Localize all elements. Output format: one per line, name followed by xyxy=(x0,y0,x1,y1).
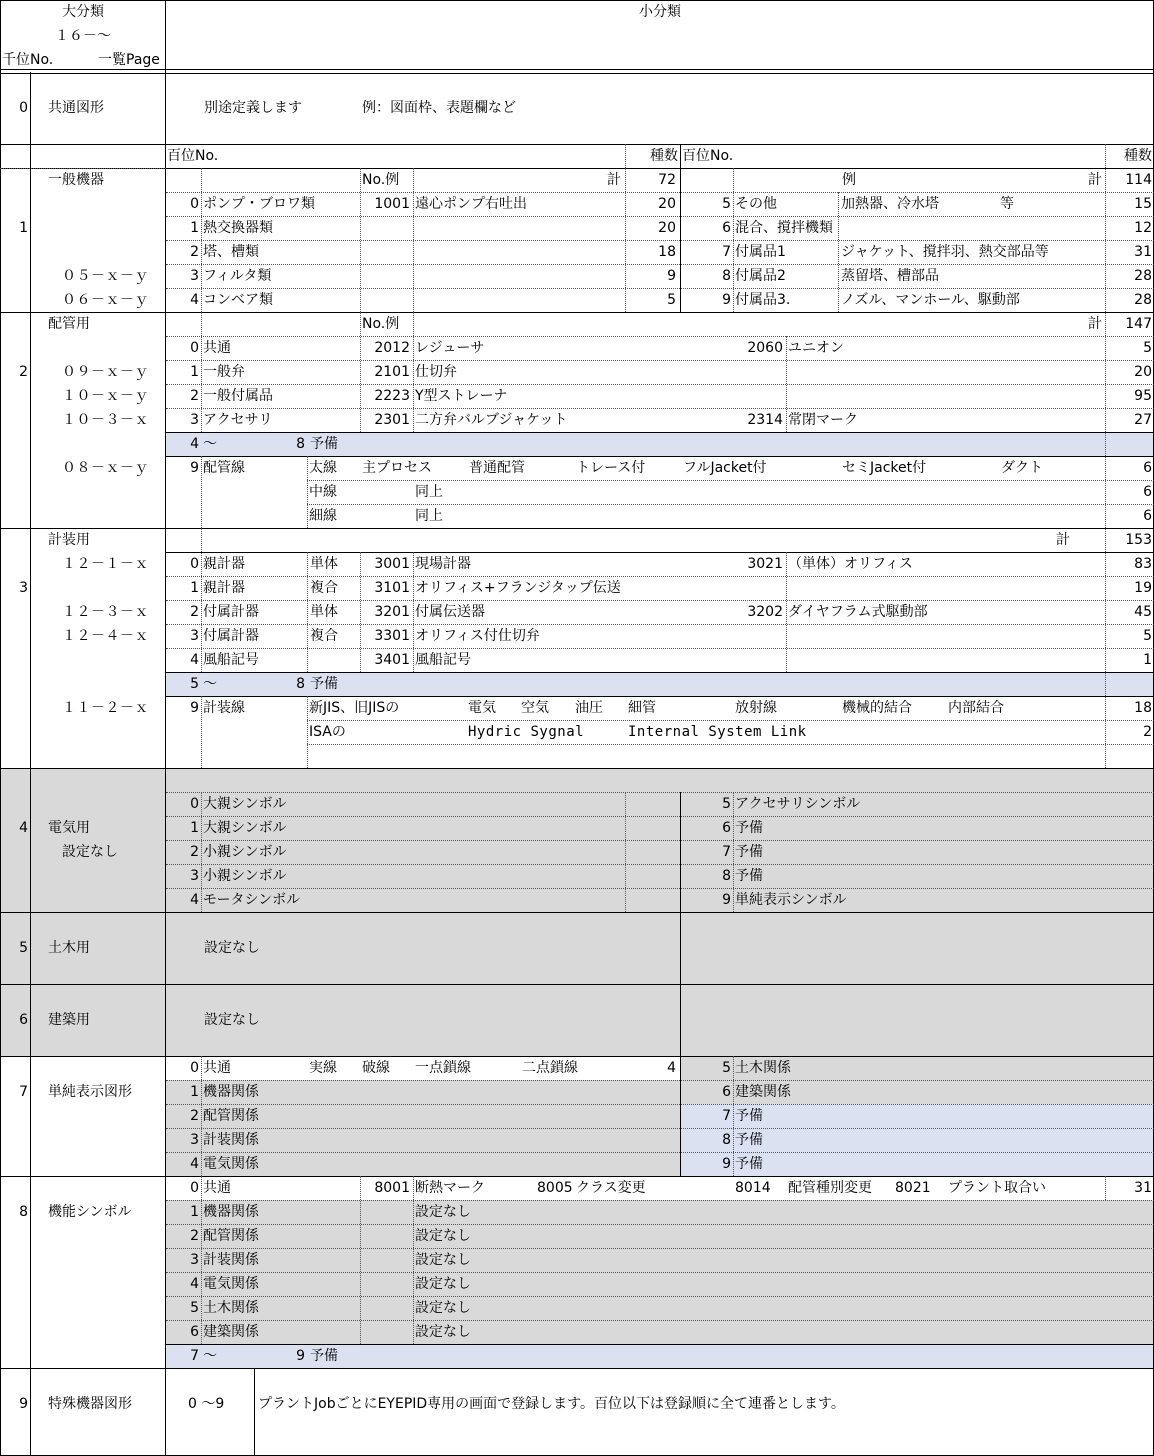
kind-count: 20 xyxy=(658,220,676,236)
example-name: レジューサ xyxy=(415,340,485,356)
example-name: 付属伝送器 xyxy=(415,604,485,620)
category-name: その他 xyxy=(735,196,777,212)
category-name: 大親シンボル xyxy=(203,796,287,812)
category-name: 付属計器 xyxy=(203,628,259,644)
category-name: 配管線 xyxy=(203,460,245,476)
category-name: 予備 xyxy=(735,844,763,860)
category-name: 計装線 xyxy=(203,700,245,716)
line-weight: 中線 xyxy=(309,484,337,500)
kind-count: 28 xyxy=(1134,292,1152,308)
line-type: 破線 xyxy=(362,1060,390,1076)
example-no: 2101 xyxy=(374,364,410,380)
reserve-label: 予備 xyxy=(310,676,338,692)
sec0-name: 共通図形 xyxy=(48,100,104,116)
line-type: トレース付 xyxy=(576,460,646,476)
line-type: 新JIS、旧JISの xyxy=(309,700,400,716)
kind-count: 6 xyxy=(1143,484,1152,500)
digit: 9 xyxy=(722,292,731,308)
category-name: 建築関係 xyxy=(735,1084,791,1100)
example-name: 断熱マーク xyxy=(415,1180,485,1196)
digit: 1 xyxy=(190,820,199,836)
kind-count: 18 xyxy=(1134,700,1152,716)
category-name: 付属計器 xyxy=(203,604,259,620)
sec2-name: 配管用 xyxy=(48,316,90,332)
example-name: 加熱器、冷水塔 xyxy=(841,196,939,212)
line-type: セミJacket付 xyxy=(842,460,927,476)
kind-count: 12 xyxy=(1134,220,1152,236)
digit: 8 xyxy=(722,868,731,884)
digit: 1 xyxy=(190,1204,199,1220)
kind-count: 4 xyxy=(667,1060,676,1076)
line-type: 実線 xyxy=(309,1060,337,1076)
category-name: 親計器 xyxy=(203,580,245,596)
digit: 6 xyxy=(722,820,731,836)
kind-count: 5 xyxy=(667,292,676,308)
digit: 0 xyxy=(190,796,199,812)
digit: 7 xyxy=(722,844,731,860)
category-name: 共通 xyxy=(203,1060,231,1076)
category-name: 電気関係 xyxy=(203,1156,259,1172)
digit: 8 xyxy=(722,268,731,284)
digit: 2 xyxy=(190,388,199,404)
category-name: 付属品1 xyxy=(735,244,786,260)
reserve-to: 9 xyxy=(296,1348,305,1364)
example-no-3: 8014 xyxy=(735,1180,771,1196)
line-type: Internal System Link xyxy=(628,724,807,740)
category-name: 計装関係 xyxy=(203,1132,259,1148)
sec1-page-06: ０６－ｘ－ｙ xyxy=(62,292,149,308)
sec2-no: 2 xyxy=(19,364,28,380)
example-name: オリフィス付仕切弁 xyxy=(415,628,540,644)
reserve-to: 8 xyxy=(296,436,305,452)
example-name-2: クラス変更 xyxy=(576,1180,646,1196)
sec2-page: ０８－ｘ－ｙ xyxy=(62,460,149,476)
sec4-name: 電気用 xyxy=(48,820,90,836)
reserve-from: 4 xyxy=(190,436,199,452)
digit: 3 xyxy=(190,1252,199,1268)
digit: 2 xyxy=(190,244,199,260)
category-name: 機器関係 xyxy=(203,1084,259,1100)
example-no: 2223 xyxy=(374,388,410,404)
digit: 0 xyxy=(190,196,199,212)
example-name-3: 配管種別変更 xyxy=(788,1180,872,1196)
digit: 4 xyxy=(190,892,199,908)
digit: 0 xyxy=(190,1180,199,1196)
example-no-2: 8005 xyxy=(537,1180,573,1196)
digit: 0 xyxy=(190,1060,199,1076)
line-type: 空気 xyxy=(521,700,549,716)
digit: 5 xyxy=(722,796,731,812)
sec3-page: １１－２－ｘ xyxy=(62,700,149,716)
digit: 9 xyxy=(722,1156,731,1172)
example-no-2: 3202 xyxy=(747,604,783,620)
example-name-2: 常閉マーク xyxy=(788,412,858,428)
digit: 4 xyxy=(190,652,199,668)
reserve-sep: ～ xyxy=(203,676,217,692)
category-name: 予備 xyxy=(735,1156,763,1172)
kind-count: 18 xyxy=(658,244,676,260)
example-no: 3001 xyxy=(374,556,410,572)
example-name: 仕切弁 xyxy=(415,364,457,380)
digit: 7 xyxy=(722,244,731,260)
line-type: 主プロセス xyxy=(362,460,432,476)
sec6-name: 建築用 xyxy=(48,1012,90,1028)
sec7-no: 7 xyxy=(19,1084,28,1100)
category-name: 予備 xyxy=(735,1108,763,1124)
category-name: 小親シンボル xyxy=(203,868,287,884)
line-type: 電気 xyxy=(468,700,496,716)
example-no-4: 8021 xyxy=(895,1180,931,1196)
sec2-page: ０９－ｘ－ｙ xyxy=(62,364,149,380)
digit: 5 xyxy=(722,1060,731,1076)
example-name: 蒸留塔、槽部品 xyxy=(841,268,939,284)
kind-count: 45 xyxy=(1134,604,1152,620)
example-no: 3301 xyxy=(374,628,410,644)
example-name: 現場計器 xyxy=(415,556,471,572)
kind-count: 20 xyxy=(1134,364,1152,380)
sec1-name: 一般機器 xyxy=(48,172,104,188)
line-type: 放射線 xyxy=(735,700,777,716)
category-name: フィルタ類 xyxy=(203,268,272,284)
category-name: 電気関係 xyxy=(203,1276,259,1292)
category-name: 風船記号 xyxy=(203,652,259,668)
sec0-note: 別途定義します xyxy=(204,100,302,116)
major-header: 大分類 xyxy=(62,4,104,20)
sec8-no: 8 xyxy=(19,1204,28,1220)
reserve-label: 予備 xyxy=(310,1348,338,1364)
sec9-name: 特殊機器図形 xyxy=(48,1396,132,1412)
digit: 3 xyxy=(190,868,199,884)
digit: 9 xyxy=(722,892,731,908)
digit: 0 xyxy=(190,556,199,572)
line-type: 同上 xyxy=(415,484,443,500)
category-name: 土木関係 xyxy=(203,1300,259,1316)
category-name: 付属品3. xyxy=(735,292,791,308)
hundred-no-header-2: 百位No. xyxy=(682,148,734,164)
kind-count: 20 xyxy=(658,196,676,212)
sec5-note: 設定なし xyxy=(204,940,260,956)
category-name: 一般弁 xyxy=(203,364,245,380)
line-type: 細管 xyxy=(628,700,656,716)
category-name: アクセサリシンボル xyxy=(735,796,861,812)
digit: 1 xyxy=(190,364,199,380)
line-type: 機械的結合 xyxy=(842,700,912,716)
digit: 2 xyxy=(190,844,199,860)
line-weight: 太線 xyxy=(309,460,337,476)
category-name: 予備 xyxy=(735,820,763,836)
example-name: 遠心ポンプ右吐出 xyxy=(415,196,527,212)
kind-count: 95 xyxy=(1134,388,1152,404)
line-type: ISAの xyxy=(309,724,346,740)
category-name: ポンプ・ブロワ類 xyxy=(203,196,315,212)
kind-count: 6 xyxy=(1143,508,1152,524)
category-name: 機器関係 xyxy=(203,1204,259,1220)
category-name: 単純表示シンボル xyxy=(735,892,847,908)
category-name: 塔、槽類 xyxy=(203,244,259,260)
category-name: 大親シンボル xyxy=(203,820,287,836)
sec4-note: 設定なし xyxy=(62,844,118,860)
sec2-page: １０－３－ｘ xyxy=(62,412,149,428)
category-name: コンベア類 xyxy=(203,292,273,308)
digit: 5 xyxy=(722,196,731,212)
digit: 0 xyxy=(190,340,199,356)
not-set-label: 設定なし xyxy=(415,1228,471,1244)
digit: 6 xyxy=(190,1324,199,1340)
kind-count: 6 xyxy=(1143,460,1152,476)
not-set-label: 設定なし xyxy=(415,1252,471,1268)
sec0-example: 例：図面枠、表題欄など xyxy=(362,100,516,116)
reserve-to: 8 xyxy=(296,676,305,692)
sec1-no-example: No.例 xyxy=(362,172,400,188)
sec3-total-label: 計 xyxy=(1056,532,1070,548)
kind-count: 1 xyxy=(1143,652,1152,668)
example-no: 8001 xyxy=(374,1180,410,1196)
digit: 1 xyxy=(190,580,199,596)
sec9-range: 0 ～9 xyxy=(188,1396,225,1412)
line-type: 内部結合 xyxy=(948,700,1004,716)
category-name: 一般付属品 xyxy=(203,388,273,404)
line-type: 二点鎖線 xyxy=(522,1060,578,1076)
line-type: ダクト xyxy=(1001,460,1043,476)
not-set-label: 設定なし xyxy=(415,1324,471,1340)
example-name: ノズル、マンホール、駆動部 xyxy=(841,292,1020,308)
kind-count: 15 xyxy=(1134,196,1152,212)
reserve-label: 予備 xyxy=(310,436,338,452)
category-name: 予備 xyxy=(735,868,763,884)
example-no: 3401 xyxy=(374,652,410,668)
sec6-note: 設定なし xyxy=(204,1012,260,1028)
not-set-label: 設定なし xyxy=(415,1204,471,1220)
example-name-2: ダイヤフラム式駆動部 xyxy=(788,604,928,620)
sec1-page-05: ０５－ｘ－ｙ xyxy=(62,268,149,284)
digit: 2 xyxy=(190,1228,199,1244)
digit: 3 xyxy=(190,412,199,428)
sec2-no-example: No.例 xyxy=(362,316,400,332)
category-name: モータシンボル xyxy=(203,892,301,908)
sec2-total: 147 xyxy=(1125,316,1152,332)
category-name: 配管関係 xyxy=(203,1108,259,1124)
sec3-no: 3 xyxy=(19,580,28,596)
sec4-no: 4 xyxy=(19,820,28,836)
sec1-no: 1 xyxy=(19,220,28,236)
category-name: 土木関係 xyxy=(735,1060,791,1076)
list-page-header: 一覧Page xyxy=(98,52,160,68)
digit: 5 xyxy=(190,1300,199,1316)
example-no: 1001 xyxy=(374,196,410,212)
digit: 2 xyxy=(190,604,199,620)
digit: 4 xyxy=(190,292,199,308)
digit: 9 xyxy=(190,700,199,716)
digit: 1 xyxy=(190,220,199,236)
example-name: 風船記号 xyxy=(415,652,471,668)
line-type: 一点鎖線 xyxy=(415,1060,471,1076)
example-name: ジャケット、撹拌羽、熱交部品等 xyxy=(841,244,1049,260)
digit: 3 xyxy=(190,628,199,644)
digit: 9 xyxy=(190,460,199,476)
major-range: １６－～ xyxy=(55,28,111,44)
line-type: 同上 xyxy=(415,508,443,524)
category-type: 複合 xyxy=(310,580,338,596)
reserve-from: 5 xyxy=(190,676,199,692)
kind-count: 27 xyxy=(1134,412,1152,428)
example-name-2: （単体）オリフィス xyxy=(788,556,913,572)
kind-count: 31 xyxy=(1134,244,1152,260)
minor-header: 小分類 xyxy=(639,4,681,20)
category-name: 小親シンボル xyxy=(203,844,287,860)
sec0-no: 0 xyxy=(19,100,28,116)
example-no: 2012 xyxy=(374,340,410,356)
example-no: 2301 xyxy=(374,412,410,428)
etc-label: 等 xyxy=(1000,196,1014,212)
digit: 6 xyxy=(722,220,731,236)
sec1-total-label-2: 計 xyxy=(1088,172,1102,188)
kind-count: 2 xyxy=(1143,724,1152,740)
sec5-name: 土木用 xyxy=(48,940,90,956)
example-name: 二方弁バルブジャケット xyxy=(415,412,568,428)
category-name: アクセサリ xyxy=(203,412,273,428)
example-no-2: 2060 xyxy=(747,340,783,356)
not-set-label: 設定なし xyxy=(415,1300,471,1316)
line-type: 普通配管 xyxy=(469,460,525,476)
example-name: Y型ストレーナ xyxy=(415,388,508,404)
digit: 3 xyxy=(190,1132,199,1148)
not-set-label: 設定なし xyxy=(415,1276,471,1292)
sec9-note: プラントJobごとにEYEPID専用の画面で登録します。百位以下は登録順に全て連番とします。 xyxy=(258,1396,845,1412)
kind-count: 9 xyxy=(667,268,676,284)
sec9-no: 9 xyxy=(19,1396,28,1412)
kind-count: 83 xyxy=(1134,556,1152,572)
line-type: フルJacket付 xyxy=(683,460,767,476)
reserve-sep: ～ xyxy=(203,436,217,452)
category-name: 親計器 xyxy=(203,556,245,572)
kind-count: 31 xyxy=(1134,1180,1152,1196)
sec3-name: 計装用 xyxy=(48,532,90,548)
thousand-no-header: 千位No. xyxy=(2,52,54,68)
category-name: 混合、撹拌機類 xyxy=(735,220,833,236)
category-name: 予備 xyxy=(735,1132,763,1148)
category-name: 計装関係 xyxy=(203,1252,259,1268)
sec2-total-label: 計 xyxy=(1088,316,1102,332)
sec1-example-label: 例 xyxy=(842,172,856,188)
digit: 6 xyxy=(722,1084,731,1100)
sec5-no: 5 xyxy=(19,940,28,956)
category-name: 付属品2 xyxy=(735,268,786,284)
example-name: オリフィス+フランジタップ伝送 xyxy=(415,580,621,596)
example-name-2: ユニオン xyxy=(788,340,844,356)
sec2-page: １０－ｘ－ｙ xyxy=(62,388,149,404)
sec8-name: 機能シンボル xyxy=(48,1204,132,1220)
reserve-from: 7 xyxy=(190,1348,199,1364)
example-no: 3201 xyxy=(374,604,410,620)
example-name-4: プラント取合い xyxy=(948,1180,1046,1196)
sec3-page: １２－３－ｘ xyxy=(62,604,149,620)
kind-count: 28 xyxy=(1134,268,1152,284)
reserve-sep: ～ xyxy=(203,1348,217,1364)
digit: 2 xyxy=(190,1108,199,1124)
example-no: 3101 xyxy=(374,580,410,596)
kinds-header-1: 種数 xyxy=(650,148,678,164)
digit: 4 xyxy=(190,1156,199,1172)
line-type: Hydric Sygnal xyxy=(468,724,585,740)
example-no-2: 3021 xyxy=(747,556,783,572)
digit: 4 xyxy=(190,1276,199,1292)
hundred-no-header-1: 百位No. xyxy=(167,148,219,164)
category-type: 単体 xyxy=(310,556,338,572)
line-weight: 細線 xyxy=(309,508,337,524)
sec3-page: １２－１－ｘ xyxy=(62,556,149,572)
category-type: 単体 xyxy=(310,604,338,620)
digit: 7 xyxy=(722,1108,731,1124)
example-no-2: 2314 xyxy=(747,412,783,428)
kind-count: 5 xyxy=(1143,628,1152,644)
category-name: 共通 xyxy=(203,340,231,356)
kind-count: 19 xyxy=(1134,580,1152,596)
category-type: 複合 xyxy=(310,628,338,644)
sec1-total-2: 114 xyxy=(1125,172,1152,188)
digit: 1 xyxy=(190,1084,199,1100)
sec3-page: １２－４－ｘ xyxy=(62,628,149,644)
sec6-no: 6 xyxy=(19,1012,28,1028)
digit: 8 xyxy=(722,1132,731,1148)
sec7-name: 単純表示図形 xyxy=(48,1084,132,1100)
sec1-total-label: 計 xyxy=(607,172,621,188)
digit: 3 xyxy=(190,268,199,284)
category-name: 熱交換器類 xyxy=(203,220,273,236)
sec1-total: 72 xyxy=(658,172,676,188)
line-type: 油圧 xyxy=(575,700,603,716)
kinds-header-2: 種数 xyxy=(1124,148,1152,164)
category-name: 共通 xyxy=(203,1180,231,1196)
category-name: 建築関係 xyxy=(203,1324,259,1340)
kind-count: 5 xyxy=(1143,340,1152,356)
category-name: 配管関係 xyxy=(203,1228,259,1244)
sec3-total: 153 xyxy=(1125,532,1152,548)
